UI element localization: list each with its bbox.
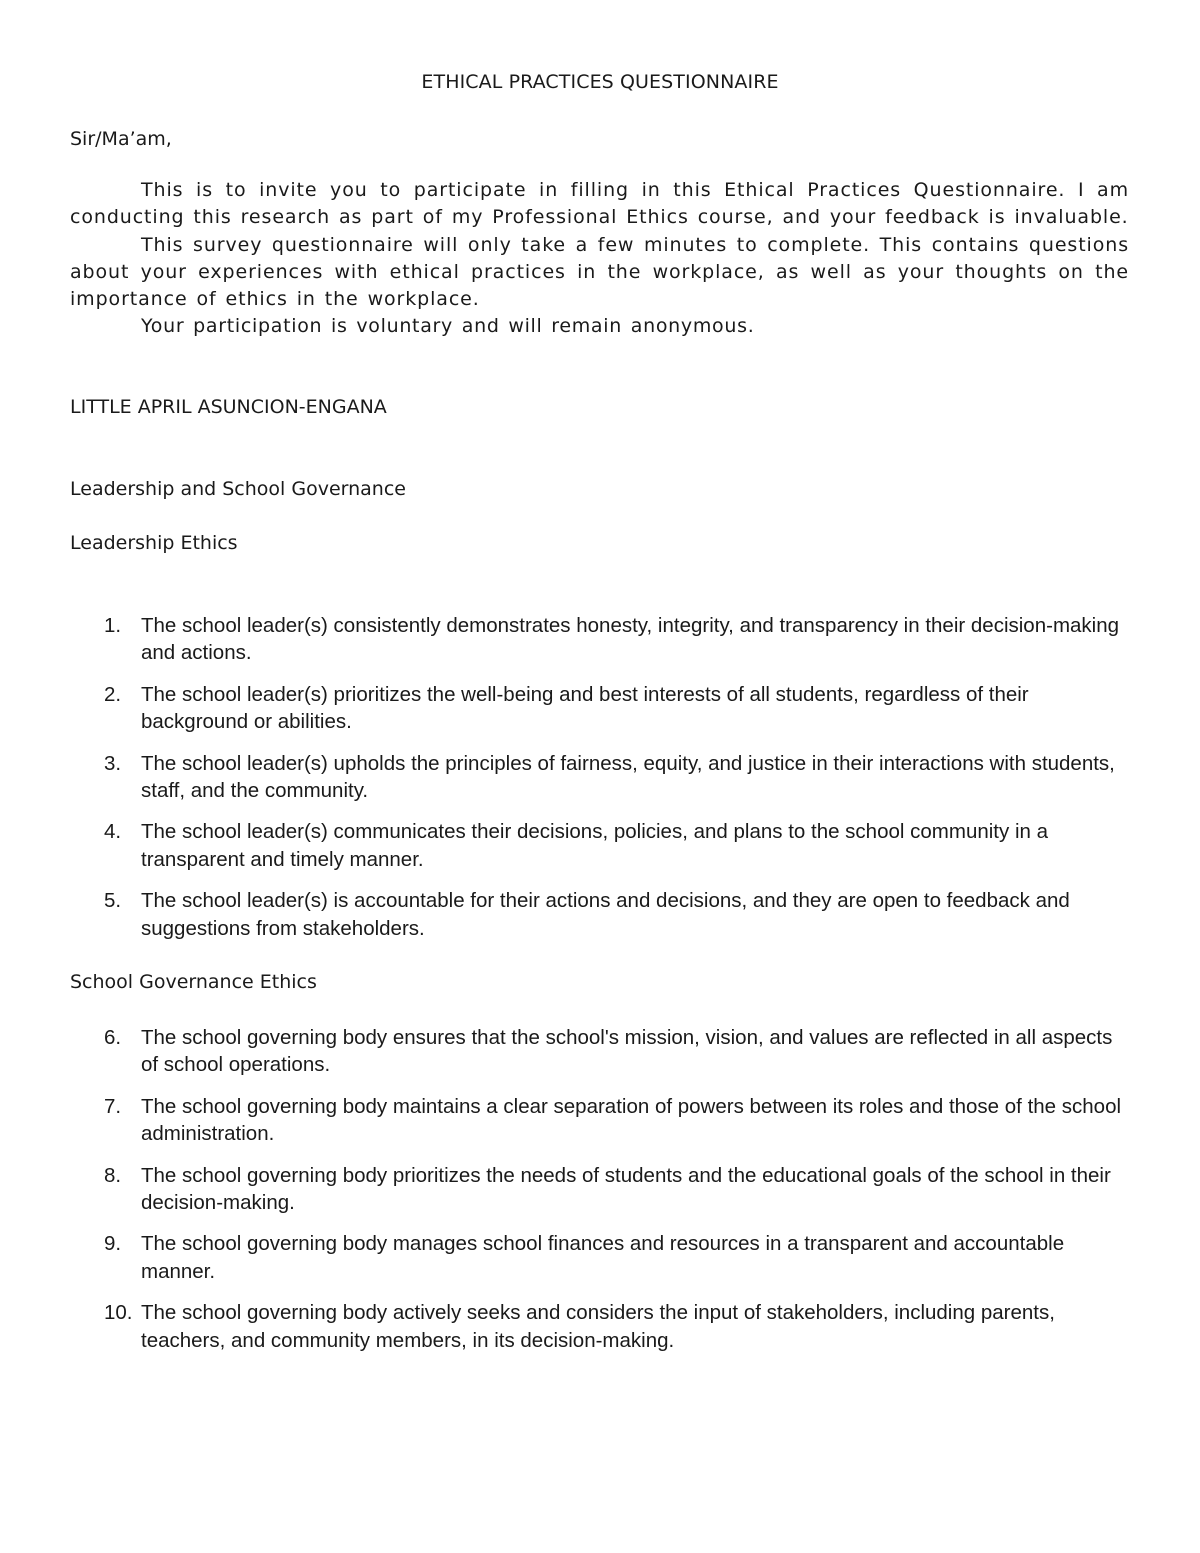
question-text: The school governing body manages school finances and resources in a transparent and accountable manner. [141,1232,1065,1283]
section-heading: Leadership and School Governance [70,478,406,500]
question-item [0,1093,1200,1148]
question-number: 5. [104,889,122,913]
question-item [0,1024,1200,1079]
document-title: ETHICAL PRACTICES QUESTIONNAIRE [421,71,779,93]
letter-paragraph-3: Your participation is voluntary and will remain anonymous. [141,315,755,338]
question-number: 4. [104,820,122,844]
question-item [0,818,1200,873]
question-number: 7. [104,1094,122,1118]
author-name: LITTLE APRIL ASUNCION-ENGANA [70,396,387,418]
question-text: The school leader(s) prioritizes the well-being and best interests of all students, regardless of their background or abilities. [141,682,1029,734]
question-text: The school governing body prioritizes the needs of students and the educational goals of the school in their decision-making. [141,1163,1111,1215]
letter-paragraph-2: This survey questionnaire will only take a few minutes to complete. This contains questions about your experiences with ethical practices in the workplace, as well as your thoughts on the importance of ethics in the workplace. [70,233,1129,311]
question-text: The school leader(s) consistently demonstrates honesty, integrity, and transparency in their decision-making and actions. [141,614,1120,665]
question-number: 1. [104,614,122,637]
question-text: The school leader(s) communicates their decisions, policies, and plans to the school community in a transparent and timely manner. [141,820,1048,871]
question-number: 9. [104,1232,122,1256]
question-number: 2. [104,682,122,706]
question-item [0,1299,1200,1354]
question-item [0,1230,1200,1285]
school-governance-question-list [0,1024,1200,1368]
question-text: The school governing body maintains a clear separation of powers between its roles and those of the school administration. [141,1094,1122,1146]
question-item [0,1162,1200,1217]
invitation-letter [70,177,1129,341]
question-number: 8. [104,1163,122,1187]
subsection-heading-school-governance-ethics: School Governance Ethics [70,971,317,993]
question-number: 3. [104,751,122,775]
subsection-heading-leadership-ethics: Leadership Ethics [70,532,238,554]
question-text: The school governing body ensures that the school's mission, vision, and values are reflected in all aspects of school operations. [141,1026,1113,1077]
salutation: Sir/Ma’am, [70,128,172,150]
question-item [0,750,1200,805]
question-item [0,612,1200,667]
question-text: The school leader(s) is accountable for their actions and decisions, and they are open to feedback and suggestions from stakeholders. [141,889,1070,940]
leadership-ethics-question-list [0,612,1200,956]
letter-paragraph-1: This is to invite you to participate in filling in this Ethical Practices Questionnaire. I am conducting this research as part of my Professional Ethics course, and your feedback is invaluable. [70,179,1129,229]
question-item [0,681,1200,736]
question-item [0,887,1200,942]
question-number: 6. [104,1026,122,1049]
question-text: The school leader(s) upholds the principles of fairness, equity, and justice in their interactions with students, staff, and the community. [141,751,1115,803]
question-text: The school governing body actively seeks and considers the input of stakeholders, including parents, teachers, and community members, in its decision-making. [141,1301,1055,1352]
question-number: 10. [104,1301,133,1325]
